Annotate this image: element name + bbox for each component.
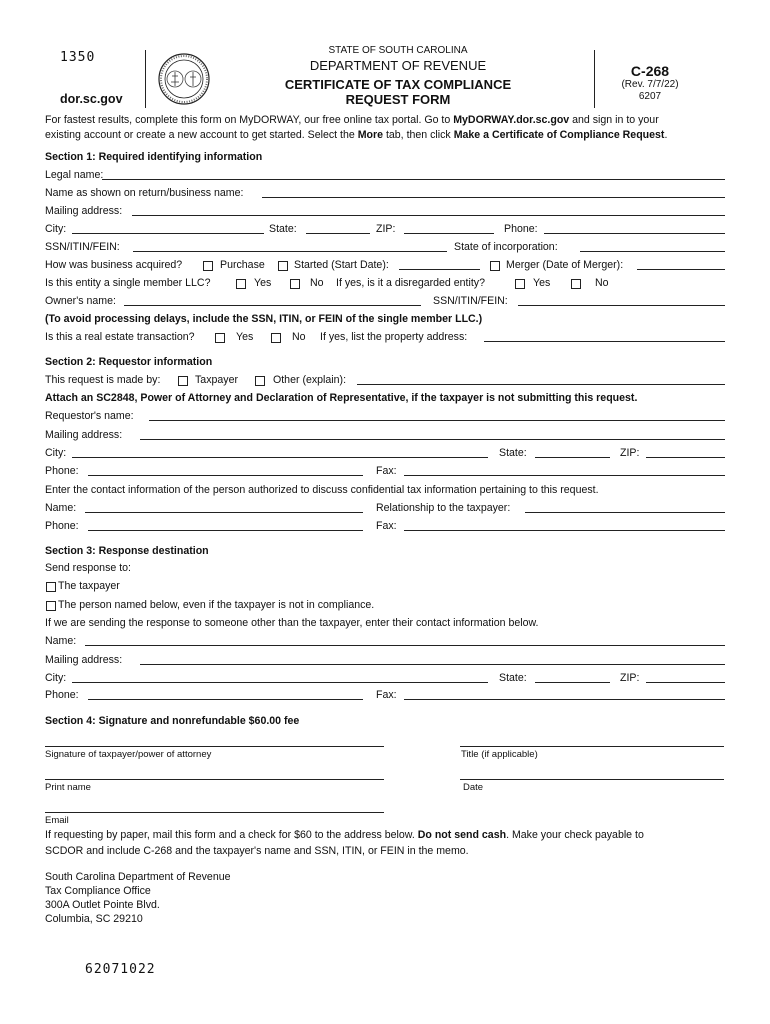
phone-field[interactable]: [544, 233, 725, 234]
website: dor.sc.gov: [60, 92, 123, 106]
property-address-label: If yes, list the property address:: [320, 331, 468, 343]
resp-zip-field[interactable]: [646, 682, 725, 683]
req-zip-label: ZIP:: [620, 447, 640, 459]
resp-zip-label: ZIP:: [620, 672, 640, 684]
req-mailing-label: Mailing address:: [45, 429, 123, 441]
req-city-label: City:: [45, 447, 67, 459]
resp-name-label: Name:: [45, 635, 77, 647]
real-estate-yes-label: Yes: [236, 331, 254, 343]
city-label: City:: [45, 223, 67, 235]
footer-code: 62071022: [85, 962, 156, 977]
address-line4: Columbia, SC 29210: [45, 913, 143, 925]
form-code: 1350: [60, 50, 96, 65]
real-estate-no-label: No: [292, 331, 306, 343]
relationship-label: Relationship to the taxpayer:: [376, 502, 511, 514]
header-divider-right: [594, 50, 595, 108]
req-state-field[interactable]: [535, 457, 610, 458]
real-estate-label: Is this a real estate transaction?: [45, 331, 195, 343]
form-title-line1: CERTIFICATE OF TAX COMPLIANCE: [284, 77, 512, 92]
make-request-text: Make a Certificate of Compliance Request: [453, 129, 665, 141]
disregarded-yes-label: Yes: [533, 277, 551, 289]
intro-text: .: [664, 129, 668, 141]
attach-sc2848-note: Attach an SC2848, Power of Attorney and Declaration of Representative, if the taxpayer is not submitting this request.: [45, 392, 638, 404]
business-name-label: Name as shown on return/business name:: [45, 187, 244, 199]
how-acquired-label: How was business acquired?: [45, 259, 183, 271]
phone-label: Phone:: [504, 223, 538, 235]
disregarded-no-checkbox[interactable]: [571, 279, 581, 289]
owner-name-label: Owner's name:: [45, 295, 116, 307]
req-state-label: State:: [499, 447, 527, 459]
other-label: Other (explain):: [273, 374, 347, 386]
mailing-address-label: Mailing address:: [45, 205, 123, 217]
email-label: Email: [45, 815, 69, 826]
signature-field[interactable]: [45, 746, 384, 747]
intro-line2: [45, 129, 667, 142]
requestor-name-field[interactable]: [149, 420, 725, 421]
llc-yes-label: Yes: [254, 277, 272, 289]
state-label: State:: [269, 223, 297, 235]
contact-name-field[interactable]: [85, 512, 363, 513]
llc-yes-checkbox[interactable]: [236, 279, 246, 289]
contact-fax-label: Fax:: [376, 520, 397, 532]
start-date-field[interactable]: [399, 269, 480, 270]
city-field[interactable]: [72, 233, 264, 234]
legal-name-label: Legal name:: [45, 169, 104, 181]
resp-state-label: State:: [499, 672, 527, 684]
resp-state-field[interactable]: [535, 682, 610, 683]
ssn-field[interactable]: [133, 251, 447, 252]
form-title-line2: REQUEST FORM: [345, 92, 451, 107]
llc-no-checkbox[interactable]: [290, 279, 300, 289]
resp-city-field[interactable]: [72, 682, 488, 683]
ssn-label: SSN/ITIN/FEIN:: [45, 241, 120, 253]
mail-instructions-line2: SCDOR and include C-268 and the taxpayer's name and SSN, ITIN, or FEIN in the memo.: [45, 845, 469, 857]
made-by-label: This request is made by:: [45, 374, 161, 386]
started-checkbox[interactable]: [278, 261, 288, 271]
disregarded-label: If yes, is it a disregarded entity?: [336, 277, 485, 289]
requestor-name-label: Requestor's name:: [45, 410, 134, 422]
contact-phone-field[interactable]: [88, 530, 363, 531]
req-phone-label: Phone:: [45, 465, 79, 477]
merger-date-field[interactable]: [637, 269, 725, 270]
send-named-person-label: The person named below, even if the taxpayer is not in compliance.: [58, 599, 375, 611]
header-divider-left: [145, 50, 146, 108]
merger-checkbox[interactable]: [490, 261, 500, 271]
intro-text: and sign in to your: [569, 114, 659, 126]
resp-fax-field[interactable]: [404, 699, 725, 700]
form-revision: (Rev. 7/7/22): [621, 79, 679, 90]
property-address-field[interactable]: [484, 341, 725, 342]
relationship-field[interactable]: [525, 512, 725, 513]
intro-text: existing account or create a new account to get started. Select the: [45, 129, 358, 141]
print-name-label: Print name: [45, 782, 91, 793]
date-label: Date: [463, 782, 484, 793]
req-mailing-field[interactable]: [140, 439, 725, 440]
resp-city-label: City:: [45, 672, 67, 684]
address-line3: 300A Outlet Pointe Blvd.: [45, 899, 160, 911]
title-label: Title (if applicable): [461, 749, 538, 760]
business-name-field[interactable]: [262, 197, 725, 198]
req-zip-field[interactable]: [646, 457, 725, 458]
req-phone-field[interactable]: [88, 475, 363, 476]
other-checkbox[interactable]: [255, 376, 265, 386]
intro-line1: [45, 114, 659, 127]
req-fax-label: Fax:: [376, 465, 397, 477]
merger-label: Merger (Date of Merger):: [506, 259, 624, 271]
state-field[interactable]: [306, 233, 370, 234]
mail-instructions-line1: [45, 829, 644, 842]
section1-heading: Section 1: Required identifying information: [45, 151, 263, 163]
other-explain-field[interactable]: [357, 384, 725, 385]
real-estate-yes-checkbox[interactable]: [215, 333, 225, 343]
state-incorporation-label: State of incorporation:: [454, 241, 558, 253]
state-name: STATE OF SOUTH CAROLINA: [328, 45, 468, 56]
print-name-field[interactable]: [45, 779, 384, 780]
owner-ssn-label: SSN/ITIN/FEIN:: [433, 295, 508, 307]
taxpayer-label: Taxpayer: [195, 374, 238, 386]
resp-phone-field[interactable]: [88, 699, 363, 700]
purchase-label: Purchase: [220, 259, 265, 271]
send-to-label: Send response to:: [45, 562, 131, 574]
response-note: If we are sending the response to someone other than the taxpayer, enter their contact information below.: [45, 617, 539, 629]
mydorway-link[interactable]: MyDORWAY.dor.sc.gov: [453, 114, 570, 126]
req-fax-field[interactable]: [404, 475, 725, 476]
zip-field[interactable]: [404, 233, 494, 234]
owner-name-field[interactable]: [124, 305, 421, 306]
state-seal-icon: [157, 52, 211, 106]
form-code-number: 6207: [638, 91, 662, 102]
contact-info-note: Enter the contact information of the person authorized to discuss confidential tax information pertaining to this request.: [45, 484, 599, 496]
purchase-checkbox[interactable]: [203, 261, 213, 271]
legal-name-field[interactable]: [102, 179, 725, 180]
intro-text: For fastest results, complete this form on MyDORWAY, our free online tax portal. Go to: [45, 114, 454, 126]
address-line1: South Carolina Department of Revenue: [45, 871, 231, 883]
title-field[interactable]: [460, 746, 724, 747]
section3-heading: Section 3: Response destination: [45, 545, 209, 557]
real-estate-no-checkbox[interactable]: [271, 333, 281, 343]
started-label: Started (Start Date):: [294, 259, 389, 271]
mail-text: If requesting by paper, mail this form and a check for $60 to the address below.: [45, 829, 418, 841]
contact-phone-label: Phone:: [45, 520, 79, 532]
section2-heading: Section 2: Requestor information: [45, 356, 213, 368]
contact-fax-field[interactable]: [404, 530, 725, 531]
mailing-address-field[interactable]: [132, 215, 725, 216]
zip-label: ZIP:: [376, 223, 396, 235]
department-name: DEPARTMENT OF REVENUE: [309, 58, 487, 73]
no-cash-text: Do not send cash: [417, 829, 507, 841]
resp-name-field[interactable]: [85, 645, 725, 646]
llc-no-label: No: [310, 277, 324, 289]
req-city-field[interactable]: [72, 457, 488, 458]
resp-fax-label: Fax:: [376, 689, 397, 701]
state-incorporation-field[interactable]: [580, 251, 725, 252]
address-line2: Tax Compliance Office: [45, 885, 151, 897]
resp-mailing-label: Mailing address:: [45, 654, 123, 666]
send-named-person-checkbox[interactable]: [46, 601, 56, 611]
disregarded-no-label: No: [595, 277, 609, 289]
email-field[interactable]: [45, 812, 384, 813]
signature-label: Signature of taxpayer/power of attorney: [45, 749, 212, 760]
disregarded-yes-checkbox[interactable]: [515, 279, 525, 289]
date-field[interactable]: [460, 779, 724, 780]
more-tab-text: More: [357, 129, 384, 141]
contact-name-label: Name:: [45, 502, 77, 514]
resp-phone-label: Phone:: [45, 689, 79, 701]
single-llc-label: Is this entity a single member LLC?: [45, 277, 211, 289]
resp-mailing-field[interactable]: [140, 664, 725, 665]
send-taxpayer-checkbox[interactable]: [46, 582, 56, 592]
taxpayer-checkbox[interactable]: [178, 376, 188, 386]
mail-text: . Make your check payable to: [506, 829, 644, 841]
owner-ssn-field[interactable]: [518, 305, 725, 306]
intro-text: tab, then click: [383, 129, 454, 141]
section4-heading: Section 4: Signature and nonrefundable $60.00 fee: [45, 715, 300, 727]
send-taxpayer-label: The taxpayer: [58, 580, 120, 592]
avoid-delays-note: (To avoid processing delays, include the SSN, ITIN, or FEIN of the single member LLC.): [45, 313, 483, 325]
form-number: C-268: [630, 63, 670, 79]
